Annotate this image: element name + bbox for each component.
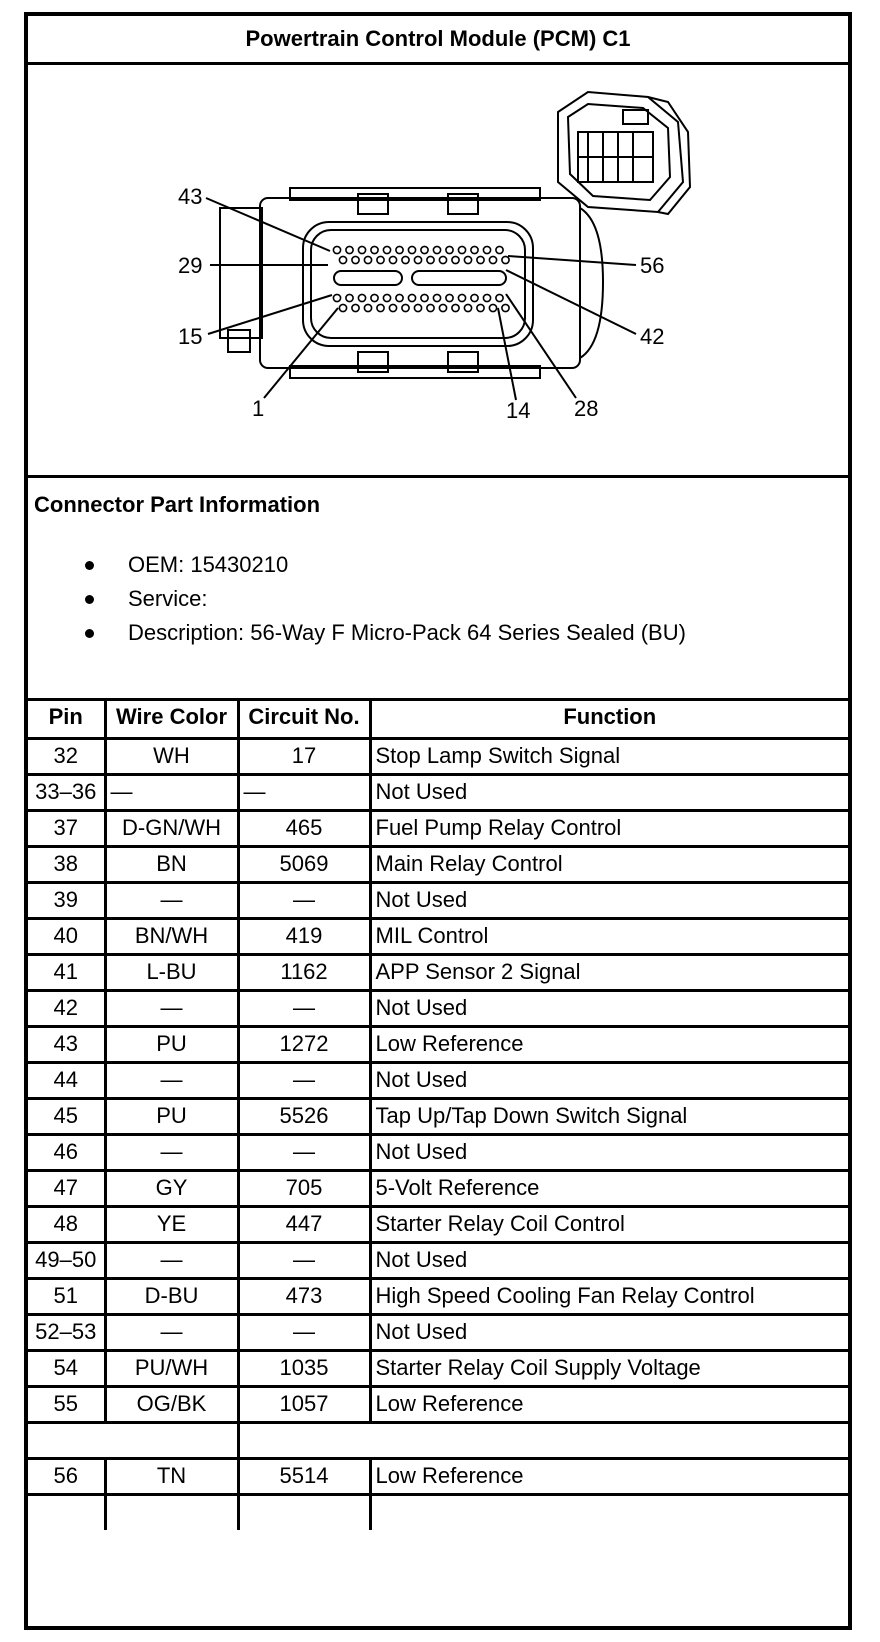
cell-wire-color: PU/WH (105, 1350, 238, 1386)
pin-hole (496, 246, 503, 253)
pin-label-42: 42 (640, 324, 665, 349)
pin-hole (464, 304, 471, 311)
cell-function: Not Used (370, 1062, 848, 1098)
cell-function: Stop Lamp Switch Signal (370, 738, 848, 774)
pin-hole (496, 294, 503, 301)
pin-hole (458, 246, 465, 253)
cell-pin: 39 (28, 882, 105, 918)
pin-hole (402, 256, 409, 263)
cell-circuit: 17 (238, 738, 370, 774)
connector-sheet (24, 12, 852, 1630)
cell-wire-color: D-BU (105, 1278, 238, 1314)
table-row (28, 774, 848, 810)
pin-hole (383, 294, 390, 301)
pin-hole (427, 304, 434, 311)
cell-function: Tap Up/Tap Down Switch Signal (370, 1098, 848, 1134)
table-row (28, 810, 848, 846)
pin-hole (358, 294, 365, 301)
cell-function: Not Used (370, 774, 848, 810)
cell-circuit: — (238, 882, 370, 918)
connector-part-information (28, 478, 848, 701)
cell-wire-color: — (105, 1314, 238, 1350)
cell-wire-color: L-BU (105, 954, 238, 990)
info-item-description: Description: 56-Way F Micro-Pack 64 Series Sealed (BU) (28, 616, 686, 650)
pin-hole (339, 256, 346, 263)
cell-circuit: — (238, 990, 370, 1026)
pin-label-15: 15 (178, 324, 203, 349)
pin-hole (371, 246, 378, 253)
pin-hole (433, 246, 440, 253)
cell-pin: 41 (28, 954, 105, 990)
cell-wire-color: YE (105, 1206, 238, 1242)
blank-cell (238, 1422, 848, 1458)
cell-function: High Speed Cooling Fan Relay Control (370, 1278, 848, 1314)
connector-face-drawing (28, 62, 848, 475)
pin-hole (408, 246, 415, 253)
cell-function: APP Sensor 2 Signal (370, 954, 848, 990)
cell-circuit: 5526 (238, 1098, 370, 1134)
table-row (28, 1134, 848, 1170)
pin-label-28: 28 (574, 396, 599, 421)
cell-wire-color: WH (105, 738, 238, 774)
table-row (28, 1386, 848, 1422)
pin-hole (483, 246, 490, 253)
pin-hole (364, 256, 371, 263)
empty-cell (238, 1494, 370, 1530)
cell-circuit: — (238, 1062, 370, 1098)
cell-function: Not Used (370, 1134, 848, 1170)
cell-wire-color: GY (105, 1170, 238, 1206)
header-pin: Pin (28, 698, 105, 738)
pin-label-1: 1 (252, 396, 265, 421)
pin-hole (477, 256, 484, 263)
cell-function: Low Reference (370, 1458, 848, 1494)
table-header-row (28, 698, 848, 738)
pin-hole (408, 294, 415, 301)
pin-hole (452, 256, 459, 263)
cell-pin: 42 (28, 990, 105, 1026)
pin-label-43: 43 (178, 184, 203, 209)
cell-function: Starter Relay Coil Supply Voltage (370, 1350, 848, 1386)
cell-function: Not Used (370, 882, 848, 918)
cell-circuit: 1162 (238, 954, 370, 990)
pin-hole (402, 304, 409, 311)
cell-pin: 43 (28, 1026, 105, 1062)
empty-cell (105, 1494, 238, 1530)
pin-hole (346, 246, 353, 253)
info-item-service: Service: (28, 582, 686, 616)
bullet-icon (85, 595, 94, 604)
cell-pin: 49–50 (28, 1242, 105, 1278)
pin-hole (414, 256, 421, 263)
cell-circuit: — (238, 1134, 370, 1170)
cell-function: Low Reference (370, 1026, 848, 1062)
cell-pin: 55 (28, 1386, 105, 1422)
pin-holes (333, 246, 509, 311)
bullet-icon (85, 561, 94, 570)
pin-hole (471, 246, 478, 253)
cell-circuit: 1035 (238, 1350, 370, 1386)
connector-diagram (28, 62, 848, 478)
pin-hole (371, 294, 378, 301)
info-list (28, 548, 686, 650)
cell-pin: 32 (28, 738, 105, 774)
cell-circuit: — (238, 774, 370, 810)
table-row (28, 1314, 848, 1350)
cell-pin: 47 (28, 1170, 105, 1206)
pin-hole (352, 256, 359, 263)
cell-function: Not Used (370, 990, 848, 1026)
pin-label-29: 29 (178, 253, 203, 278)
table-row (28, 954, 848, 990)
cell-pin: 48 (28, 1206, 105, 1242)
pin-label-14: 14 (506, 398, 531, 423)
table-row (28, 1278, 848, 1314)
pin-hole (421, 294, 428, 301)
cell-pin: 52–53 (28, 1314, 105, 1350)
cell-function: MIL Control (370, 918, 848, 954)
cell-wire-color: BN/WH (105, 918, 238, 954)
cell-circuit: 5514 (238, 1458, 370, 1494)
table-row (28, 1458, 848, 1494)
table-row (28, 882, 848, 918)
table-row (28, 1170, 848, 1206)
table-row (28, 1098, 848, 1134)
cell-wire-color: D-GN/WH (105, 810, 238, 846)
pin-hole (396, 246, 403, 253)
cell-wire-color: TN (105, 1458, 238, 1494)
cell-pin: 37 (28, 810, 105, 846)
cell-pin: 40 (28, 918, 105, 954)
pin-hole (477, 304, 484, 311)
cell-pin: 51 (28, 1278, 105, 1314)
pin-hole (389, 256, 396, 263)
cell-pin: 38 (28, 846, 105, 882)
cell-circuit: 419 (238, 918, 370, 954)
pin-hole (352, 304, 359, 311)
pin-hole (333, 246, 340, 253)
cell-circuit: — (238, 1242, 370, 1278)
pin-hole (389, 304, 396, 311)
cell-function: Fuel Pump Relay Control (370, 810, 848, 846)
cell-pin: 46 (28, 1134, 105, 1170)
header-function: Function (370, 698, 848, 738)
cell-circuit: 5069 (238, 846, 370, 882)
cell-wire-color: OG/BK (105, 1386, 238, 1422)
info-item-oem: OEM: 15430210 (28, 548, 686, 582)
pin-hole (339, 304, 346, 311)
pin-label-56: 56 (640, 253, 665, 278)
pin-hole (421, 246, 428, 253)
cell-wire-color: PU (105, 1098, 238, 1134)
pin-hole (446, 294, 453, 301)
pin-hole (439, 256, 446, 263)
cell-circuit: 465 (238, 810, 370, 846)
cell-function: Low Reference (370, 1386, 848, 1422)
pin-hole (396, 294, 403, 301)
table-row (28, 990, 848, 1026)
cell-function: 5-Volt Reference (370, 1170, 848, 1206)
table-row (28, 1206, 848, 1242)
cell-pin: 56 (28, 1458, 105, 1494)
pin-hole (446, 246, 453, 253)
table-row-blank (28, 1422, 848, 1458)
cell-pin: 54 (28, 1350, 105, 1386)
pin-hole (458, 294, 465, 301)
pin-hole (471, 294, 478, 301)
pin-hole (364, 304, 371, 311)
cell-function: Main Relay Control (370, 846, 848, 882)
pin-hole (489, 304, 496, 311)
cell-wire-color: — (105, 882, 238, 918)
pin-hole (377, 256, 384, 263)
header-wire-color: Wire Color (105, 698, 238, 738)
blank-cell (28, 1422, 238, 1458)
sheet-title: Powertrain Control Module (PCM) C1 (28, 16, 848, 65)
table-row (28, 1350, 848, 1386)
pin-hole (452, 304, 459, 311)
pin-hole (433, 294, 440, 301)
cell-pin: 45 (28, 1098, 105, 1134)
cell-wire-color: — (105, 990, 238, 1026)
table-row (28, 918, 848, 954)
pin-hole (414, 304, 421, 311)
cell-function: Not Used (370, 1242, 848, 1278)
pin-hole (333, 294, 340, 301)
table-row (28, 1062, 848, 1098)
cell-pin: 33–36 (28, 774, 105, 810)
connector-face (220, 188, 603, 378)
pin-hole (439, 304, 446, 311)
cell-circuit: 473 (238, 1278, 370, 1314)
pin-hole (483, 294, 490, 301)
table-row (28, 846, 848, 882)
empty-cell (28, 1494, 105, 1530)
cell-wire-color: — (105, 1134, 238, 1170)
table-row-empty (28, 1494, 848, 1530)
pin-hole (502, 304, 509, 311)
pin-hole (464, 256, 471, 263)
cell-wire-color: — (105, 774, 238, 810)
table-row (28, 738, 848, 774)
pin-table (28, 698, 848, 1530)
header-circuit-no: Circuit No. (238, 698, 370, 738)
cell-wire-color: — (105, 1062, 238, 1098)
connector-3d-icon (558, 92, 690, 214)
empty-cell (370, 1494, 848, 1530)
cell-wire-color: BN (105, 846, 238, 882)
table-row (28, 1026, 848, 1062)
cell-function: Not Used (370, 1314, 848, 1350)
pin-hole (427, 256, 434, 263)
pin-hole (346, 294, 353, 301)
pin-hole (383, 246, 390, 253)
info-heading: Connector Part Information (34, 492, 321, 517)
cell-circuit: — (238, 1314, 370, 1350)
bullet-icon (85, 629, 94, 638)
pin-hole (377, 304, 384, 311)
cell-wire-color: PU (105, 1026, 238, 1062)
table-row (28, 1242, 848, 1278)
cell-function: Starter Relay Coil Control (370, 1206, 848, 1242)
cell-circuit: 705 (238, 1170, 370, 1206)
pin-hole (358, 246, 365, 253)
pin-hole (502, 256, 509, 263)
cell-pin: 44 (28, 1062, 105, 1098)
cell-wire-color: — (105, 1242, 238, 1278)
cell-circuit: 1057 (238, 1386, 370, 1422)
cell-circuit: 1272 (238, 1026, 370, 1062)
cell-circuit: 447 (238, 1206, 370, 1242)
pin-hole (489, 256, 496, 263)
